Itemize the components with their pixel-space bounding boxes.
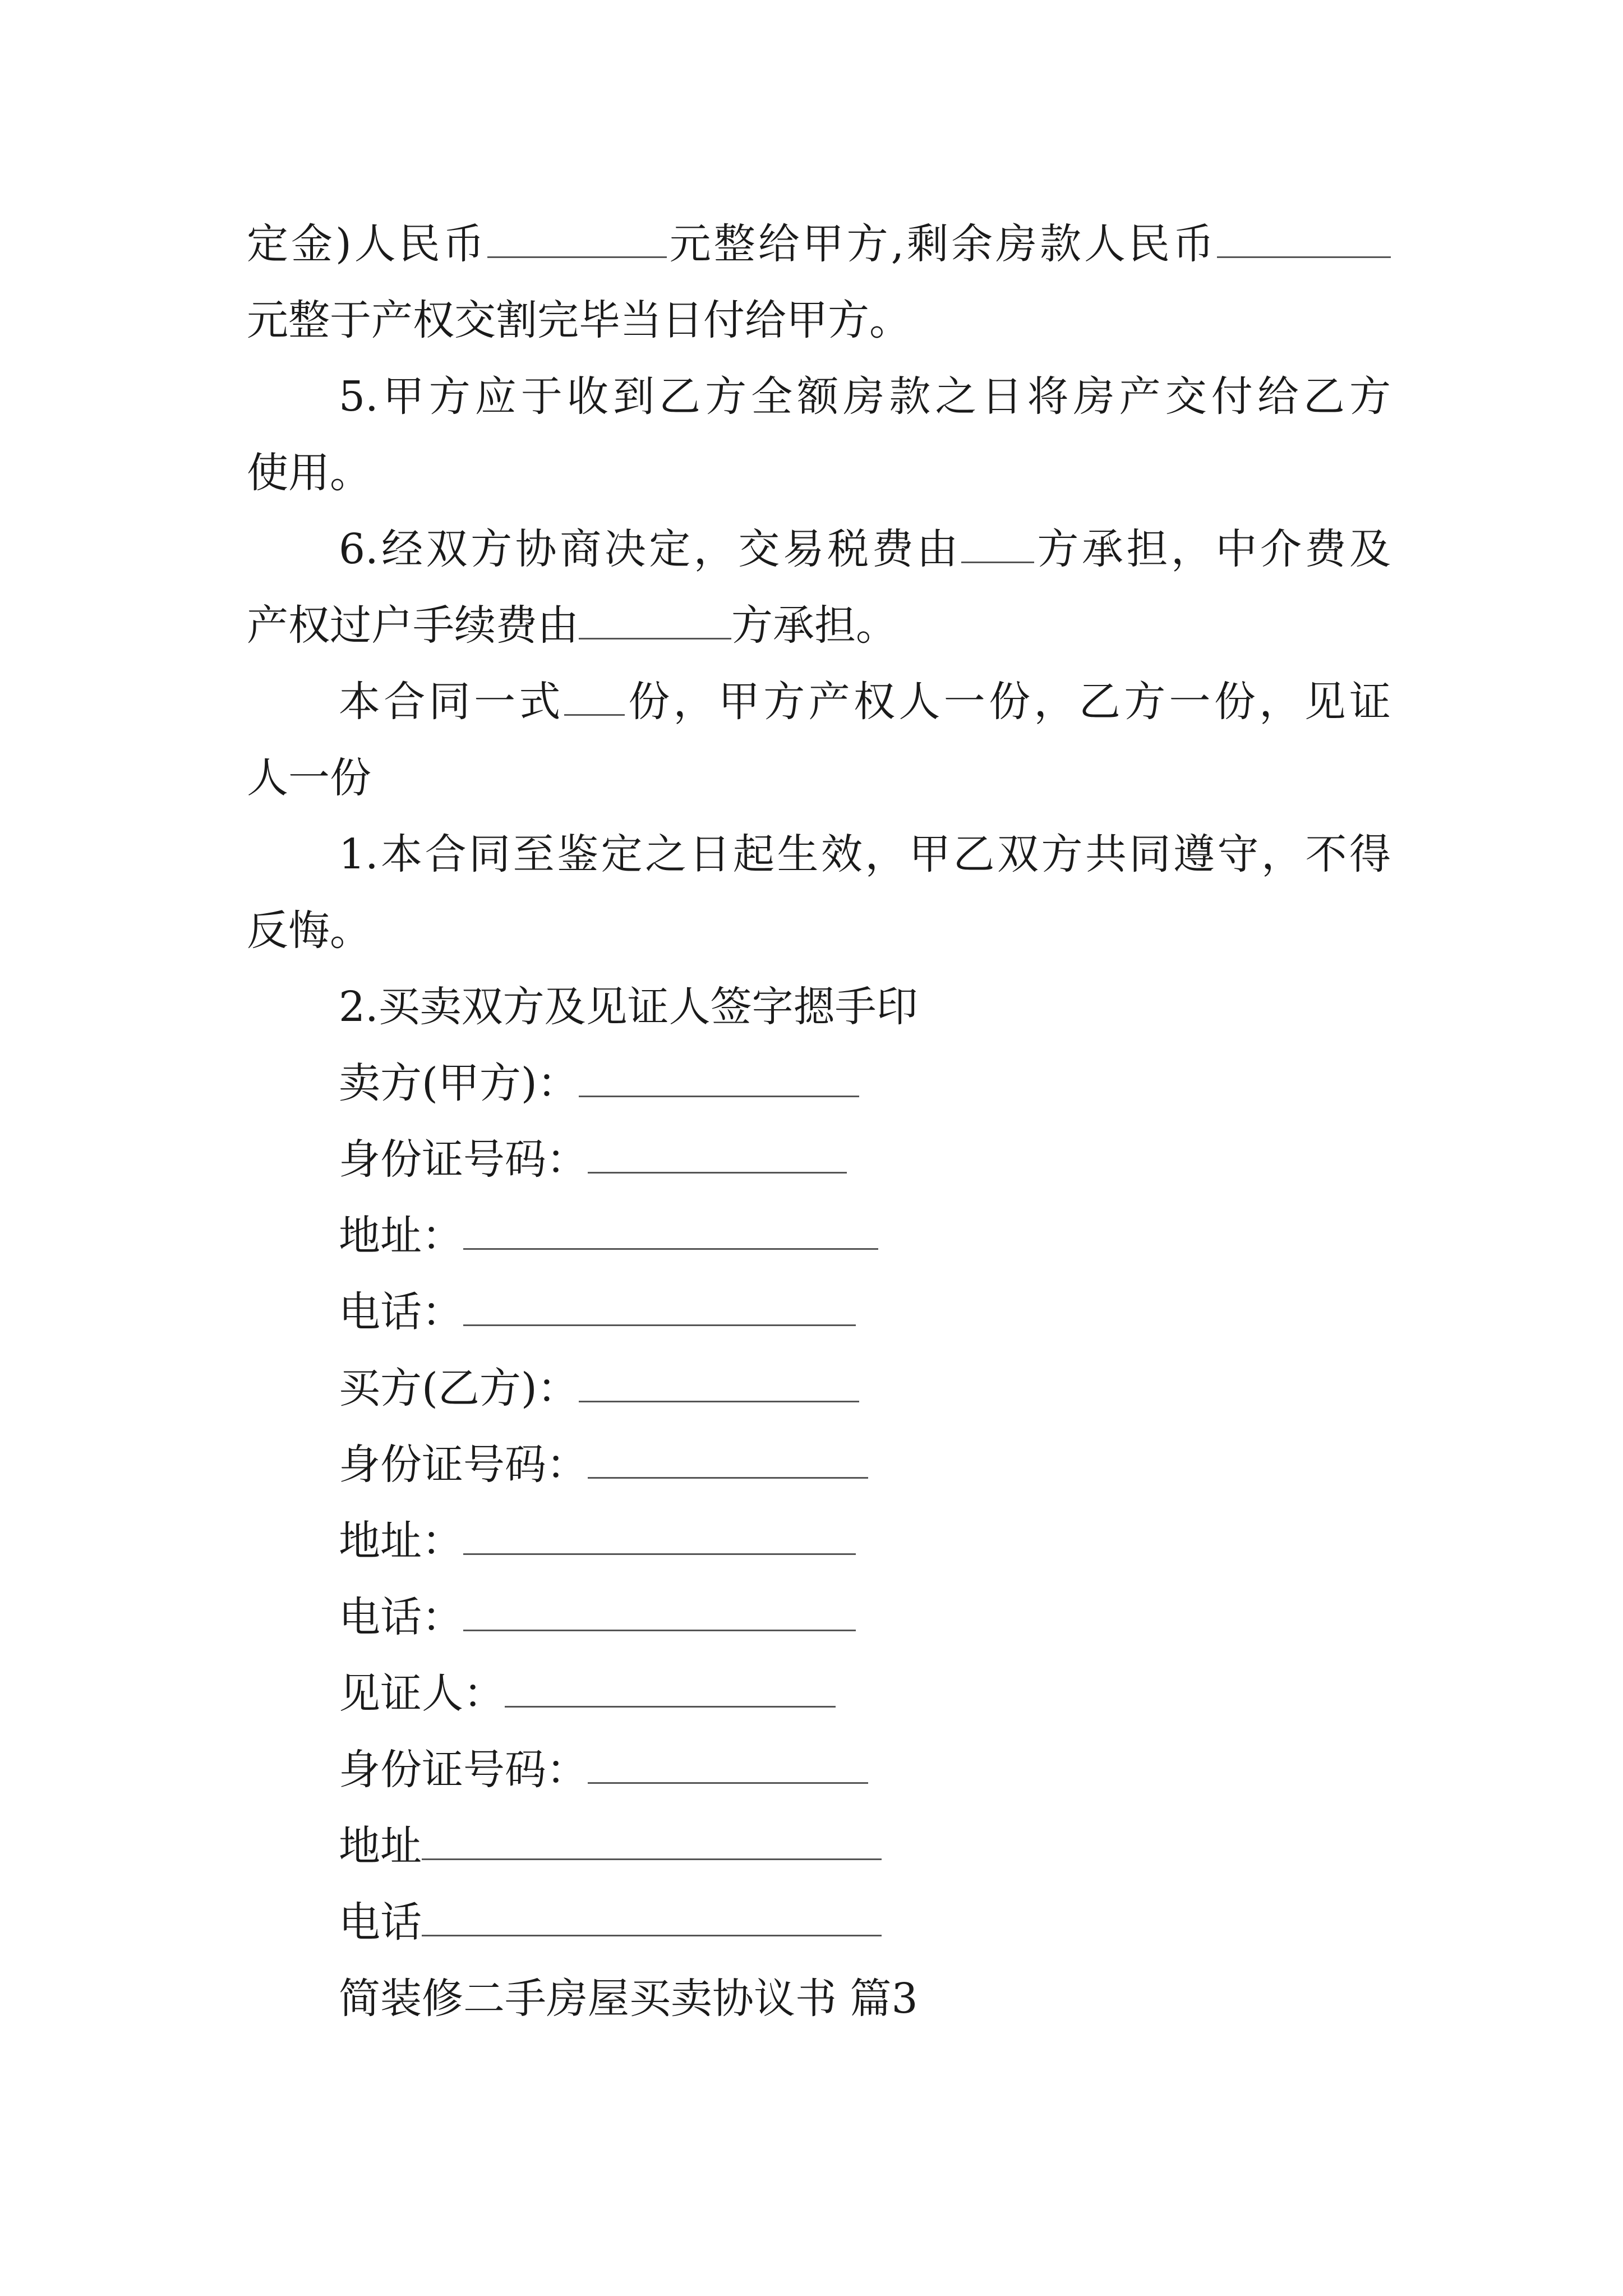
field-label: 电话： [339,1288,463,1336]
field-label: 地址 [339,1822,422,1870]
signature-blank[interactable] [463,1596,856,1631]
text-segment: 份，甲方产权人一份，乙方一份，见证 [624,678,1391,726]
text-segment: 定金)人民币 [247,220,487,268]
field-label: 电话 [339,1898,422,1947]
field-label: 身份证号码： [339,1441,588,1489]
field-label: 见证人： [339,1669,505,1718]
text-segment: 方承担。 [731,601,897,650]
signature-field-buyer-address [339,1510,856,1572]
signature-blank[interactable] [579,1062,859,1097]
paragraph-line [339,671,1391,733]
paragraph-line [247,595,897,656]
paragraph-line [247,442,371,504]
paragraph-line [339,518,1391,580]
paragraph-line [339,823,1391,885]
field-label: 买方(乙方)： [339,1364,579,1412]
signature-field-witness [339,1663,836,1724]
fill-in-blank[interactable] [564,680,625,716]
signature-blank[interactable] [505,1672,836,1708]
signature-blank[interactable] [463,1520,856,1555]
signature-blank[interactable] [463,1291,856,1326]
signature-field-seller [339,1052,859,1114]
paragraph-line [247,289,911,351]
section-title [339,1968,918,2030]
field-label: 身份证号码： [339,1135,588,1184]
signature-blank[interactable] [463,1214,878,1250]
field-label: 地址： [339,1517,463,1565]
fill-in-blank[interactable] [1217,223,1391,258]
signature-field-seller-address [339,1205,878,1267]
text-segment: 元整于产权交割完毕当日付给甲方。 [247,296,911,344]
text-segment: 2.买卖双方及见证人签字摁手印 [339,983,918,1031]
signature-field-witness-phone [339,1892,882,1953]
field-label: 电话： [339,1593,463,1641]
text-segment: 方承担，中介费及 [1034,525,1391,573]
signature-blank[interactable] [588,1138,847,1174]
signature-field-buyer-id [339,1434,868,1496]
signature-blank[interactable] [422,1825,882,1860]
field-label: 身份证号码： [339,1746,588,1794]
signature-field-witness-id [339,1739,868,1801]
signature-blank[interactable] [579,1367,859,1402]
text-segment: 人一份 [247,754,371,802]
field-label: 卖方(甲方)： [339,1059,579,1107]
signature-field-witness-address [339,1815,882,1877]
text-segment: 元整给甲方,剩余房款人民币 [666,220,1217,268]
text-segment: 本合同一式 [339,678,564,726]
fill-in-blank[interactable] [579,604,731,639]
field-label: 地址： [339,1212,463,1260]
signature-field-seller-id [339,1129,847,1190]
text-segment: 5.甲方应于收到乙方全额房款之日将房产交付给乙方 [339,372,1391,421]
paragraph-line [339,976,918,1038]
signature-field-buyer [339,1358,859,1419]
text-segment: 反悔。 [247,907,371,955]
paragraph-line [247,213,1391,275]
paragraph-line [247,747,371,809]
text-segment: 产权过户手续费由 [247,601,579,650]
signature-field-buyer-phone [339,1586,856,1648]
section-title-text: 简装修二手房屋买卖协议书 篇3 [339,1975,918,2023]
signature-field-seller-phone [339,1281,856,1343]
signature-blank[interactable] [588,1749,868,1784]
signature-blank[interactable] [588,1443,868,1479]
fill-in-blank[interactable] [961,528,1034,563]
paragraph-line [247,900,371,961]
signature-blank[interactable] [422,1901,882,1936]
paragraph-line [339,366,1391,427]
text-segment: 6.经双方协商决定，交易税费由 [339,525,961,573]
text-segment: 1.本合同至鉴定之日起生效，甲乙双方共同遵守，不得 [339,830,1391,878]
text-segment: 使用。 [247,449,371,497]
fill-in-blank[interactable] [487,223,667,258]
